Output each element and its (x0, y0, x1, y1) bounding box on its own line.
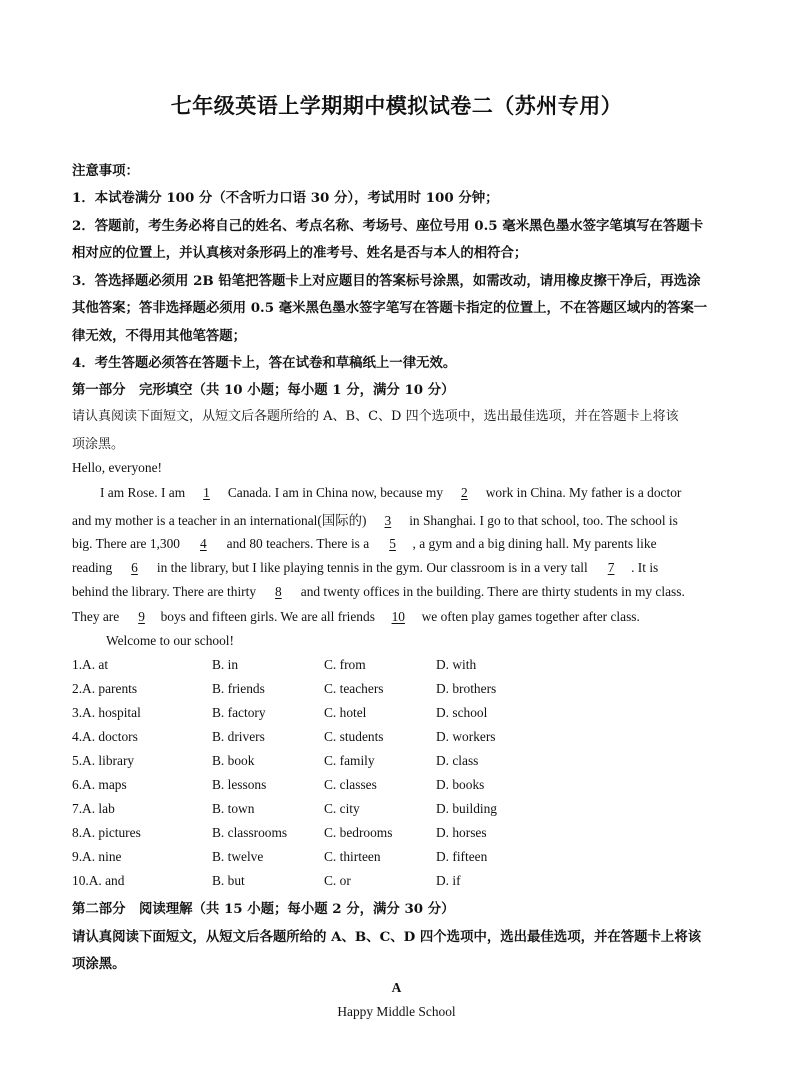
passage-line-2: and my mother is a teacher in an international(国际的) 3 in Shanghai. I go to that school, too. The school is (72, 513, 678, 528)
option-b: B. friends (212, 681, 265, 696)
note-1: 1．本试卷满分 100 分（不含听力口语 30 分），考试用时 100 分钟； (72, 190, 499, 206)
option-a: 2.A. parents (72, 681, 138, 696)
option-d: D. with (436, 657, 477, 672)
note-4: 4．考生答题必须答在答题卡上，答在试卷和草稿纸上一律无效。 (72, 355, 457, 371)
option-d: D. horses (436, 825, 487, 840)
passage-line-3: big. There are 1,300 4 and 80 teachers. There is a 5 , a gym and a big dining hall. My parents like (72, 536, 657, 551)
option-c: C. hotel (324, 705, 367, 720)
question-row (72, 825, 724, 845)
question-row (72, 873, 724, 893)
note-2b: 相对应的位置上，并认真核对条形码上的准考号、姓名是否与本人的相符合； (72, 245, 528, 261)
passage-line-5: behind the library. There are thirty 8 and twenty offices in the building. There are thirty students in my class. (72, 584, 685, 599)
passage-line-4: reading 6 in the library, but I like playing tennis in the gym. Our classroom is in a very tall 7 . It is (72, 560, 659, 575)
option-a: 9.A. nine (72, 849, 122, 864)
note-3b: 其他答案；答非选择题必须用 0.5 毫米黑色墨水签字笔写在答题卡指定的位置上，不在答题区域内的答案一 (72, 300, 708, 316)
question-row (72, 705, 724, 725)
passage-line-6: They are 9 boys and fifteen girls. We are all friends 10 we often play games together after class. (72, 609, 640, 624)
option-c: C. city (324, 801, 360, 816)
note-2a: 2．答题前，考生务必将自己的姓名、考点名称、考场号、座位号用 0.5 毫米黑色墨水签字笔填写在答题卡 (72, 218, 704, 234)
passage-greeting: Hello, everyone! (72, 460, 162, 475)
option-a: 3.A. hospital (72, 705, 141, 720)
question-row (72, 729, 724, 749)
option-c: C. teachers (324, 681, 384, 696)
part2-instruction-a: 请认真阅读下面短文，从短文后各题所给的 A、B、C、D 四个选项中，选出最佳选项，并在答题卡上将该 (72, 929, 702, 945)
question-row (72, 849, 724, 869)
blank-7: 7 (607, 560, 615, 575)
part2-instruction-b: 项涂黑。 (72, 956, 126, 972)
page-title: 七年级英语上学期期中模拟试卷二（苏州专用） (170, 93, 623, 118)
option-a: 1.A. at (72, 657, 109, 672)
part1-instruction-a: 请认真阅读下面短文，从短文后各题所给的 A、B、C、D 四个选项中，选出最佳选项，并在答题卡上将该 (72, 409, 679, 424)
option-d: D. if (436, 873, 461, 888)
blank-10: 10 (391, 609, 405, 624)
option-c: C. or (324, 873, 351, 888)
note-3c: 律无效，不得用其他笔答题； (72, 328, 247, 344)
option-b: B. book (212, 753, 255, 768)
part2-heading: 第二部分 阅读理解（共 15 小题；每小题 2 分，满分 30 分） (72, 901, 455, 917)
option-b: B. but (212, 873, 245, 888)
passage-closing: Welcome to our school! (106, 633, 234, 648)
option-d: D. school (436, 705, 488, 720)
blank-4: 4 (199, 536, 207, 551)
option-a: 6.A. maps (72, 777, 127, 792)
passage-title: Happy Middle School (337, 1004, 456, 1019)
blank-5: 5 (389, 536, 396, 551)
option-c: C. thirteen (324, 849, 381, 864)
option-a: 10.A. and (72, 873, 125, 888)
blank-1: 1 (203, 485, 210, 500)
option-c: C. from (324, 657, 366, 672)
blank-6: 6 (131, 560, 138, 575)
option-a: 4.A. doctors (72, 729, 138, 744)
option-d: D. building (436, 801, 498, 816)
option-b: B. factory (212, 705, 266, 720)
blank-3: 3 (384, 513, 392, 528)
option-b: B. lessons (212, 777, 267, 792)
option-d: D. class (436, 753, 479, 768)
option-b: B. classrooms (212, 825, 288, 840)
question-row (72, 801, 724, 821)
question-row (72, 777, 724, 797)
option-a: 5.A. library (72, 753, 135, 768)
option-a: 8.A. pictures (72, 825, 141, 840)
option-c: C. bedrooms (324, 825, 393, 840)
option-c: C. classes (324, 777, 377, 792)
question-row (72, 657, 724, 677)
part1-instruction-b: 项涂黑。 (72, 437, 125, 452)
option-d: D. books (436, 777, 485, 792)
part1-heading: 第一部分 完形填空（共 10 小题；每小题 1 分，满分 10 分） (72, 382, 455, 398)
option-c: C. students (324, 729, 384, 744)
blank-9: 9 (138, 609, 145, 624)
passage-line-1: I am Rose. I am 1 Canada. I am in China now, because my 2 work in China. My father is a doctor (100, 485, 682, 500)
question-row (72, 753, 724, 773)
blank-2: 2 (461, 485, 468, 500)
section-label: A (391, 980, 402, 995)
notes-heading: 注意事项： (72, 163, 139, 179)
note-3a: 3．答选择题必须用 2B 铅笔把答题卡上对应题目的答案标号涂黑，如需改动，请用橡皮擦干净后，再选涂 (72, 273, 701, 289)
option-b: B. drivers (212, 729, 265, 744)
blank-8: 8 (275, 584, 282, 599)
option-d: D. workers (436, 729, 496, 744)
option-b: B. town (212, 801, 255, 816)
question-row (72, 681, 724, 701)
option-c: C. family (324, 753, 375, 768)
option-b: B. in (212, 657, 239, 672)
option-d: D. fifteen (436, 849, 488, 864)
option-a: 7.A. lab (72, 801, 115, 816)
option-d: D. brothers (436, 681, 497, 696)
option-b: B. twelve (212, 849, 264, 864)
